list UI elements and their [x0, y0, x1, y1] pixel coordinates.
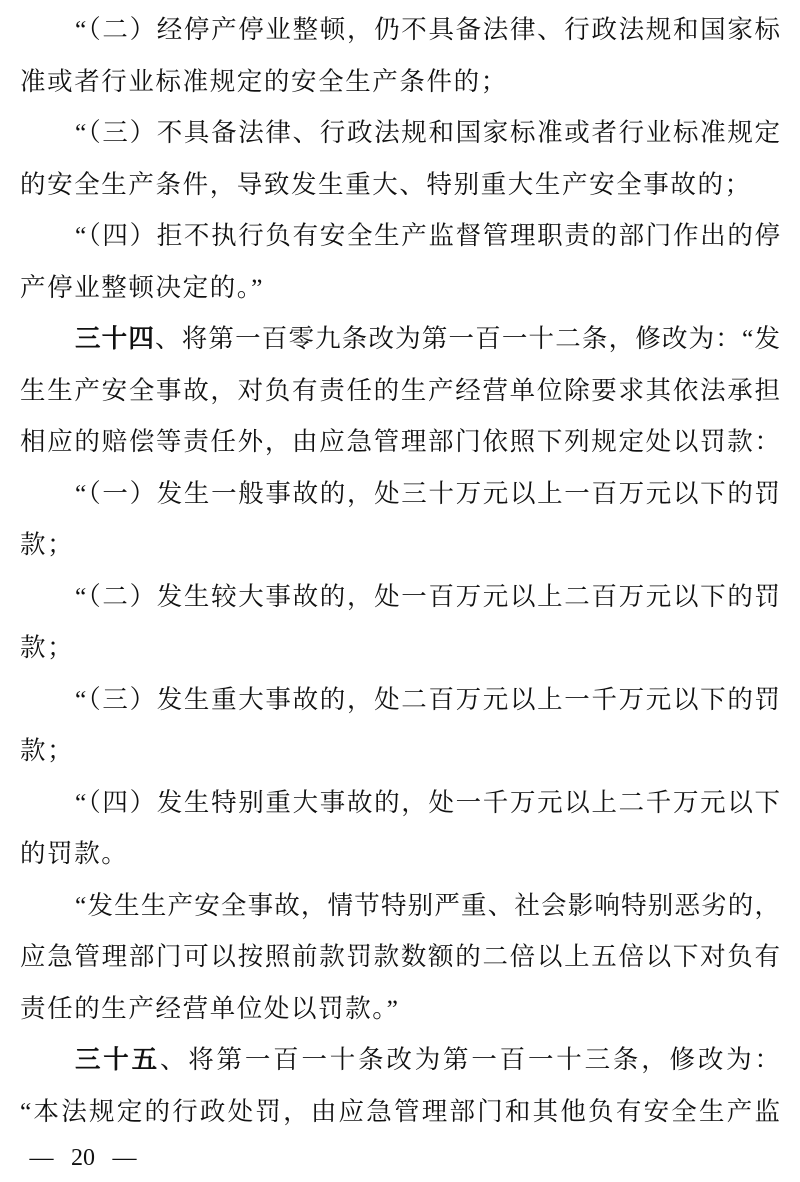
line-text: “（一）发生一般事故的，处三十万元以上一百万元以下的罚: [75, 478, 780, 508]
line-text: 款；: [20, 633, 75, 662]
line-text: 、将第一百一十条改为第一百一十三条，修改为：: [159, 1045, 780, 1074]
text-line: [75, 4, 780, 56]
text-line: [75, 313, 780, 365]
text-line: [75, 674, 780, 726]
text-line: [20, 56, 780, 108]
text-line: [75, 880, 780, 932]
text-line: [20, 519, 780, 571]
footer-dash-left: —: [29, 1145, 54, 1171]
text-line: [20, 725, 780, 777]
text-line: [75, 777, 780, 829]
document-page: [20, 4, 780, 1137]
line-text: 责任的生产经营单位处以罚款。”: [20, 993, 400, 1023]
text-line: [75, 210, 780, 262]
line-text: “（二）经停产停业整顿，仍不具备法律、行政法规和国家标: [75, 15, 780, 44]
text-line: [75, 571, 780, 623]
page-footer: [28, 1143, 138, 1173]
line-text: “本法规定的行政处罚，由应急管理部门和其他负有安全生产监: [20, 1096, 780, 1126]
line-text: “（四）发生特别重大事故的，处一千万元以上二千万元以下: [75, 787, 780, 817]
text-line: [75, 468, 780, 520]
line-text: “（三）不具备法律、行政法规和国家标准或者行业标准规定: [75, 118, 780, 147]
line-text: “（四）拒不执行负有安全生产监督管理职责的部门作出的停: [75, 221, 780, 250]
article-number: 三十五: [75, 1045, 160, 1074]
line-text: “（二）发生较大事故的，处一百万元以上二百万元以下的罚: [75, 581, 780, 611]
text-line: [75, 107, 780, 159]
page-number: 20: [71, 1145, 95, 1171]
text-line: [20, 983, 780, 1035]
text-line: [20, 262, 780, 314]
text-line: [20, 365, 780, 417]
line-text: 的罚款。: [20, 839, 129, 868]
text-line: [75, 1034, 780, 1086]
footer-dash-right: —: [112, 1145, 137, 1171]
line-text: 相应的赔偿等责任外，由应急管理部门依照下列规定处以罚款：: [20, 427, 780, 456]
text-line: [20, 931, 780, 983]
text-line: [20, 828, 780, 880]
line-text: 、将第一百零九条改为第一百一十二条，修改为：“发: [155, 324, 780, 353]
line-text: 产停业整顿决定的。”: [20, 272, 265, 302]
text-line: [20, 1086, 780, 1138]
line-text: 生生产安全事故，对负有责任的生产经营单位除要求其依法承担: [20, 375, 780, 405]
text-line: [20, 416, 780, 468]
line-text: 款；: [20, 736, 75, 765]
line-text: “（三）发生重大事故的，处二百万元以上一千万元以下的罚: [75, 684, 780, 714]
line-text: 准或者行业标准规定的安全生产条件的；: [20, 66, 508, 96]
text-line: [20, 622, 780, 674]
line-text: 款；: [20, 530, 75, 559]
article-number: 三十四: [75, 324, 156, 353]
text-line: [20, 159, 780, 211]
line-text: “发生生产安全事故，情节特别严重、社会影响特别恶劣的，: [75, 890, 780, 920]
line-text: 应急管理部门可以按照前款罚款数额的二倍以上五倍以下对负有: [20, 942, 780, 971]
line-text: 的安全生产条件，导致发生重大、特别重大生产安全事故的；: [20, 169, 752, 199]
